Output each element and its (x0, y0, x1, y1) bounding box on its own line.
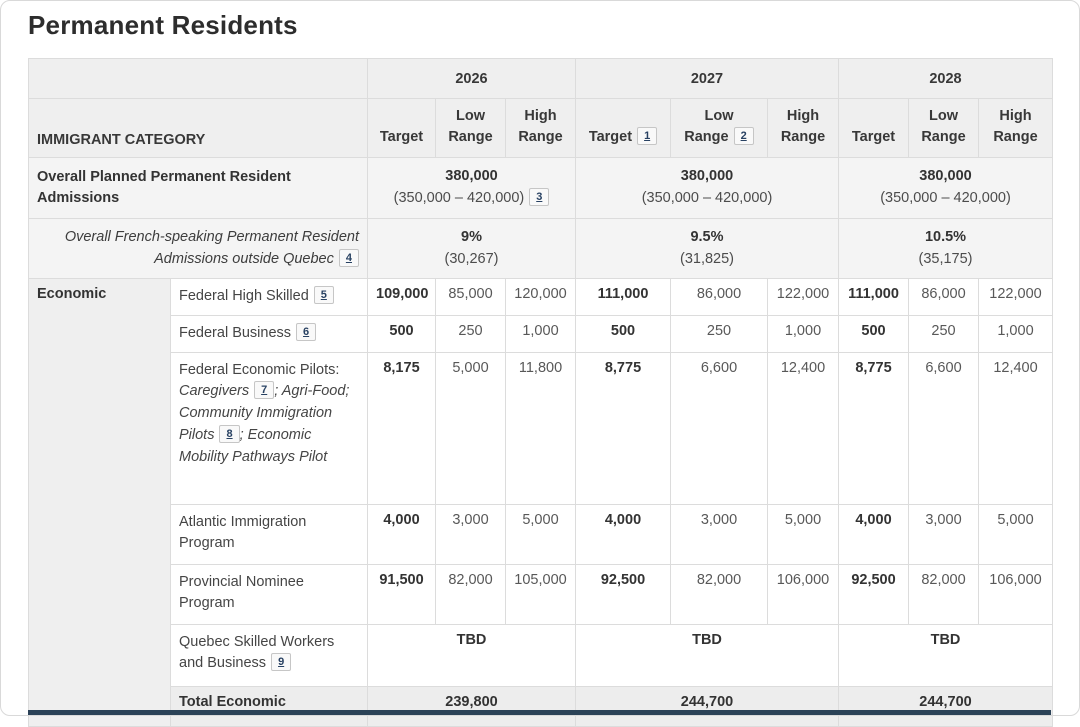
fb-low-2027: 250 (671, 315, 768, 352)
pnp-high-2026: 105,000 (506, 564, 576, 624)
aip-target-2026: 4,000 (368, 504, 436, 564)
footnote-link-6[interactable]: 6 (296, 323, 316, 341)
fep-low-2028: 6,600 (909, 352, 979, 504)
fhs-target-2028: 111,000 (839, 279, 909, 316)
quebec-skilled-label: Quebec Skilled Workers and Business $^9$ (171, 624, 368, 686)
pnp-low-2028: 82,000 (909, 564, 979, 624)
high-range-header-2028: High Range (979, 99, 1053, 158)
fep-high-2027: 12,400 (768, 352, 839, 504)
fep-high-2028: 12,400 (979, 352, 1053, 504)
year-header-row (29, 59, 1053, 99)
immigrant-category-header: IMMIGRANT CATEGORY (29, 99, 368, 158)
footnote-link-2[interactable]: 2 (734, 127, 754, 145)
fhs-target-2027: 111,000 (576, 279, 671, 316)
fep-low-2026: 5,000 (436, 352, 506, 504)
footnote-link-5[interactable]: 5 (314, 286, 334, 304)
federal-economic-pilots-row (29, 352, 1053, 504)
aip-low-2028: 3,000 (909, 504, 979, 564)
overall-value-2026: 380,000 (350,000 – 420,000) $^3$ (368, 158, 576, 219)
atlantic-immigration-label: Atlantic Immigration Program (171, 504, 368, 564)
section-divider-bar (28, 710, 1051, 716)
fhs-high-2026: 120,000 (506, 279, 576, 316)
aip-high-2028: 5,000 (979, 504, 1053, 564)
year-header-2027: 2027 (576, 59, 839, 99)
total-economic-2026: 239,800 (368, 686, 576, 726)
federal-high-skilled-row (29, 279, 1053, 316)
target-header-2026: Target (368, 99, 436, 158)
pnp-low-2027: 82,000 (671, 564, 768, 624)
low-range-header-2027: Low Range $^2$ (671, 99, 768, 158)
target-header-2028: Target (839, 99, 909, 158)
pnp-low-2026: 82,000 (436, 564, 506, 624)
overall-value-2028: 380,000 (350,000 – 420,000) (839, 158, 1053, 219)
target-header-2027: Target $^1$ (576, 99, 671, 158)
overall-value-2027: 380,000 (350,000 – 420,000) (576, 158, 839, 219)
total-economic-2027: 244,700 (576, 686, 839, 726)
fhs-target-2026: 109,000 (368, 279, 436, 316)
fep-low-2027: 6,600 (671, 352, 768, 504)
low-range-header-2028: Low Range (909, 99, 979, 158)
year-header-2028: 2028 (839, 59, 1053, 99)
aip-target-2028: 4,000 (839, 504, 909, 564)
high-range-header-2026: High Range (506, 99, 576, 158)
year-header-2026: 2026 (368, 59, 576, 99)
aip-high-2027: 5,000 (768, 504, 839, 564)
french-value-2028: 10.5% (35,175) (839, 219, 1053, 279)
fb-high-2027: 1,000 (768, 315, 839, 352)
pnp-high-2028: 106,000 (979, 564, 1053, 624)
footnote-link-1[interactable]: 1 (637, 127, 657, 145)
total-economic-label: Total Economic (171, 686, 368, 726)
blank-header-cell (29, 59, 368, 99)
federal-business-row (29, 315, 1053, 352)
high-range-header-2027: High Range (768, 99, 839, 158)
footnote-link-4[interactable]: 4 (339, 249, 359, 267)
fb-low-2028: 250 (909, 315, 979, 352)
fhs-high-2028: 122,000 (979, 279, 1053, 316)
fb-high-2026: 1,000 (506, 315, 576, 352)
quebec-value-2026: TBD (368, 624, 576, 686)
total-economic-2028: 244,700 (839, 686, 1053, 726)
footnote-link-3[interactable]: 3 (529, 188, 549, 206)
fb-low-2026: 250 (436, 315, 506, 352)
overall-admissions-row (29, 158, 1053, 219)
pnp-target-2028: 92,500 (839, 564, 909, 624)
aip-high-2026: 5,000 (506, 504, 576, 564)
pnp-high-2027: 106,000 (768, 564, 839, 624)
french-value-2026: 9% (30,267) (368, 219, 576, 279)
fep-high-2026: 11,800 (506, 352, 576, 504)
french-value-2027: 9.5% (31,825) (576, 219, 839, 279)
quebec-skilled-row (29, 624, 1053, 686)
footnote-link-7[interactable]: 7 (254, 381, 274, 399)
permanent-residents-table (28, 58, 1053, 727)
quebec-value-2028: TBD (839, 624, 1053, 686)
federal-high-skilled-label: Federal High Skilled $^5$ (171, 279, 368, 316)
fb-target-2026: 500 (368, 315, 436, 352)
aip-target-2027: 4,000 (576, 504, 671, 564)
total-economic-row (29, 686, 1053, 726)
economic-category-cell: Economic (29, 279, 171, 727)
french-speaking-label: Overall French-speaking Permanent Resident Admissions outside Quebec $^4$ (29, 219, 368, 279)
provincial-nominee-label: Provincial Nominee Program (171, 564, 368, 624)
fb-target-2027: 500 (576, 315, 671, 352)
aip-low-2027: 3,000 (671, 504, 768, 564)
french-speaking-row (29, 219, 1053, 279)
fb-target-2028: 500 (839, 315, 909, 352)
provincial-nominee-row (29, 564, 1053, 624)
column-header-row (29, 99, 1053, 158)
federal-business-label: Federal Business $^6$ (171, 315, 368, 352)
fep-target-2026: 8,175 (368, 352, 436, 504)
fb-high-2028: 1,000 (979, 315, 1053, 352)
page-title: Permanent Residents (28, 10, 298, 40)
overall-admissions-label: Overall Planned Permanent Resident Admissions (29, 158, 368, 219)
footnote-link-9[interactable]: 9 (271, 653, 291, 671)
pnp-target-2027: 92,500 (576, 564, 671, 624)
fhs-low-2026: 85,000 (436, 279, 506, 316)
federal-economic-pilots-label: Federal Economic Pilots: Caregivers $^7$ ; Agri-Food; Community Immigration Pilots $^8$ ; Economic Mobility Pathways Pilot (171, 352, 368, 504)
quebec-value-2027: TBD (576, 624, 839, 686)
fhs-low-2028: 86,000 (909, 279, 979, 316)
pnp-target-2026: 91,500 (368, 564, 436, 624)
footnote-link-8[interactable]: 8 (219, 425, 239, 443)
fhs-low-2027: 86,000 (671, 279, 768, 316)
fep-target-2028: 8,775 (839, 352, 909, 504)
fhs-high-2027: 122,000 (768, 279, 839, 316)
fep-target-2027: 8,775 (576, 352, 671, 504)
low-range-header-2026: Low Range (436, 99, 506, 158)
aip-low-2026: 3,000 (436, 504, 506, 564)
atlantic-immigration-row (29, 504, 1053, 564)
